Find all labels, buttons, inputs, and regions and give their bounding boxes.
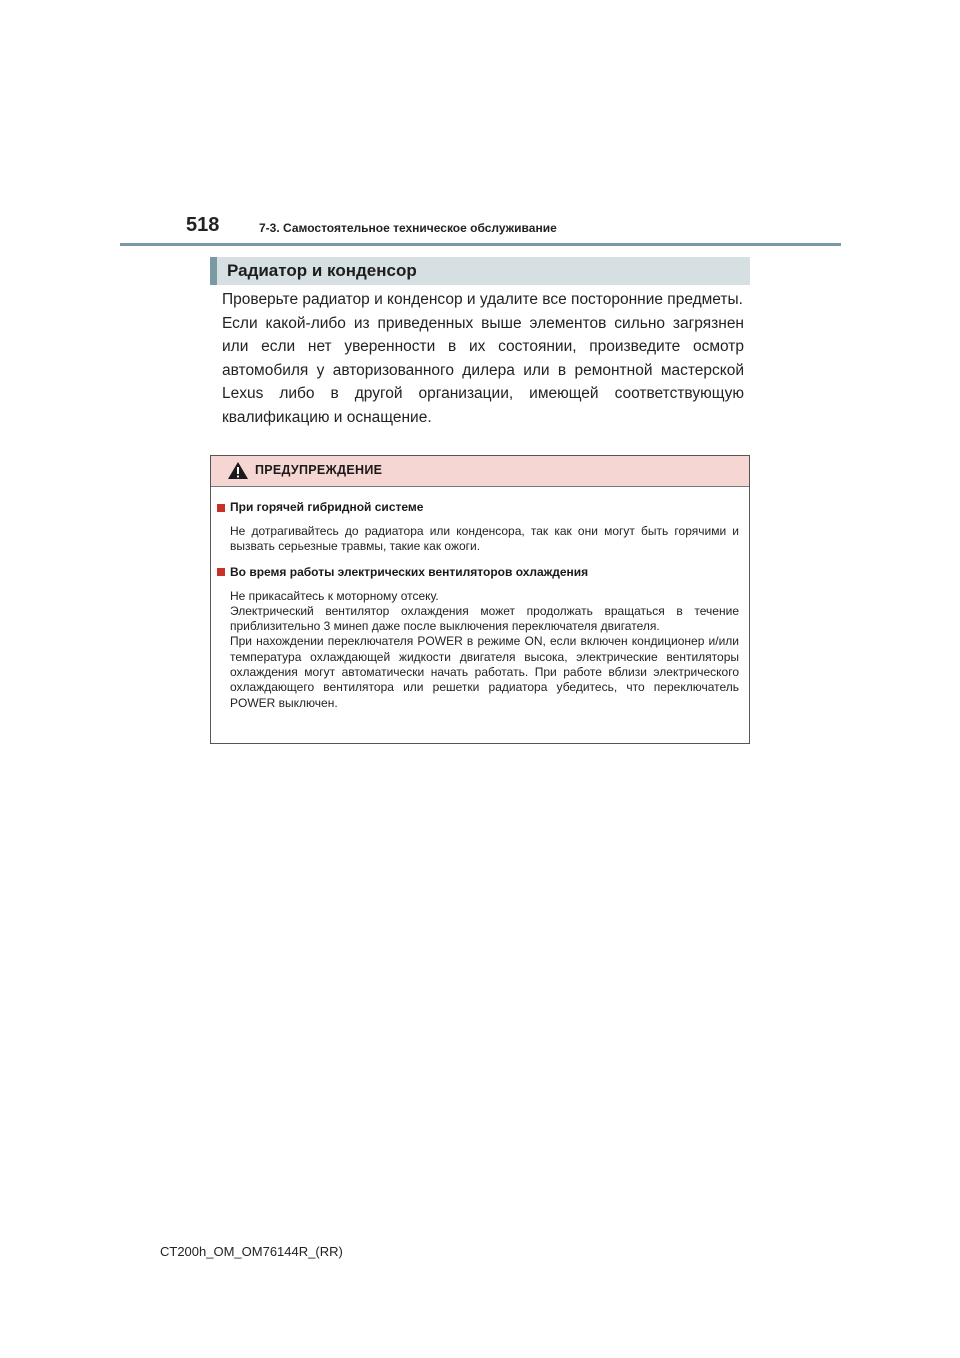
warning-section xyxy=(211,565,749,711)
warning-section xyxy=(211,500,749,555)
body-paragraph: Если какой-либо из приведенных выше элементов сильно загрязнен или если нет уверенности в их состоянии, произведите осмотр автомобиля у авторизованного дилера или в ремонтной мастерской Lexus либо в другой организации, имеющей соответствующую квалификацию и оснащение. xyxy=(222,314,744,426)
warning-section-heading xyxy=(211,500,749,515)
warning-title: ПРЕДУПРЕЖДЕНИЕ xyxy=(255,463,383,477)
footer-document-code: CT200h_OM_OM76144R_(RR) xyxy=(160,1244,343,1259)
warning-header xyxy=(211,456,749,487)
warning-box xyxy=(210,455,750,744)
warning-section-heading-text: При горячей гибридной системе xyxy=(230,500,424,514)
warning-paragraph: Электрический вентилятор охлаждения может продолжать вращаться в течение приблизительно 3 минеп даже после выключения переключателя двигателя. xyxy=(230,603,739,634)
header-rule xyxy=(120,243,841,246)
body-text xyxy=(222,288,744,429)
warning-triangle-icon xyxy=(227,461,249,480)
page-number: 518 xyxy=(186,214,220,236)
warning-paragraph: Не прикасайтесь к моторному отсеку. xyxy=(230,588,439,603)
body-paragraph: Проверьте радиатор и конденсор и удалите все посторонние предметы. xyxy=(222,291,743,308)
warning-section-heading xyxy=(211,565,749,580)
chapter-title: 7-3. Самостоятельное техническое обслуживание xyxy=(259,221,557,235)
warning-section-body xyxy=(230,524,739,555)
red-square-bullet-icon xyxy=(217,568,225,576)
warning-section-heading-text: Во время работы электрических вентиляторов охлаждения xyxy=(230,564,589,579)
warning-section-body xyxy=(230,589,739,711)
red-square-bullet-icon xyxy=(217,504,225,512)
warning-paragraph: Не дотрагивайтесь до радиатора или конденсора, так как они могут быть горячими и вызвать серьезные травмы, такие как ожоги. xyxy=(230,524,739,554)
section-heading: Радиатор и конденсор xyxy=(210,257,750,285)
warning-paragraph: При нахождении переключателя POWER в режиме ON, если включен кондиционер и/или температура охлаждающей жидкости двигателя высока, электрические вентиляторы охлаждения могут автоматически начать работать. При работе вблизи электрического охлаждающего вентилятора или решетки радиатора убедитесь, что переключатель POWER выключен. xyxy=(230,634,739,710)
